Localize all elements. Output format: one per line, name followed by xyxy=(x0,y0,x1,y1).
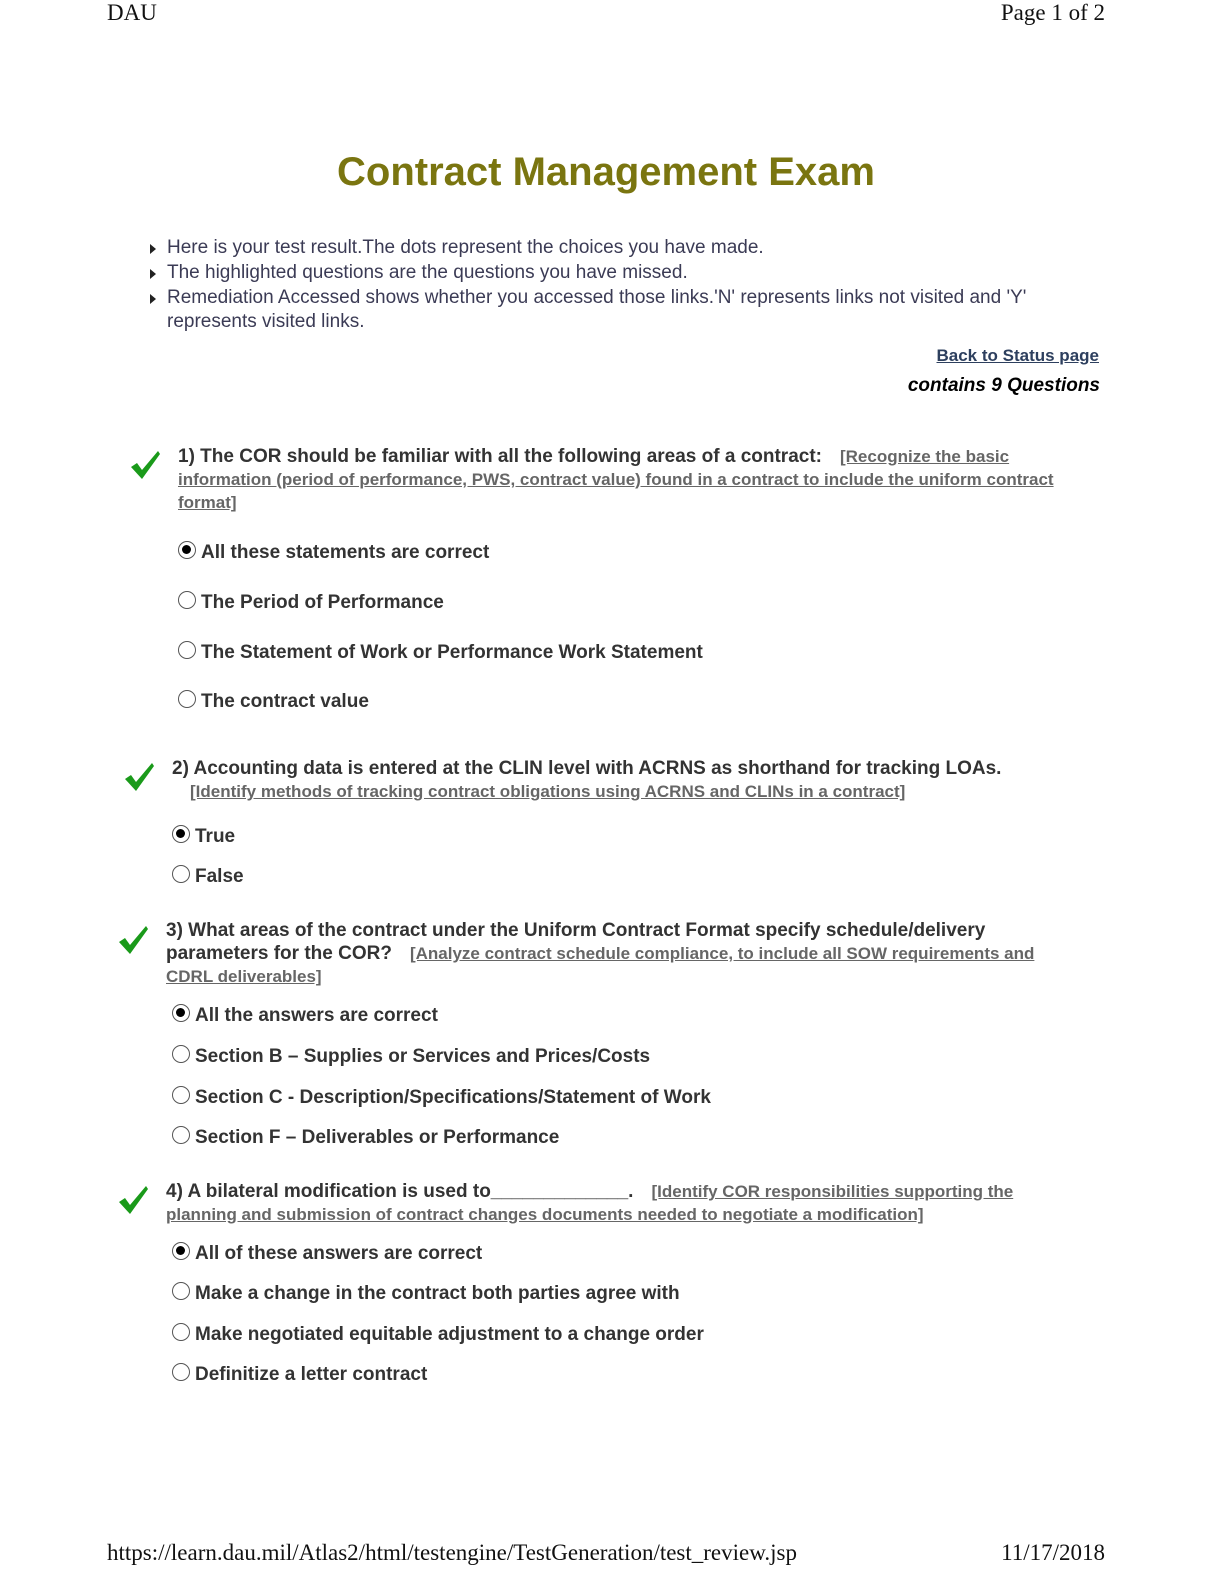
radio-button[interactable] xyxy=(172,1363,190,1381)
radio-button[interactable] xyxy=(172,1045,190,1063)
radio-button[interactable] xyxy=(172,1086,190,1104)
header-site-name: DAU xyxy=(107,0,157,25)
footer-url: https://learn.dau.mil/Atlas2/html/testengine/TestGeneration/test_review.jsp xyxy=(107,1540,797,1565)
radio-button[interactable] xyxy=(178,541,196,559)
correct-checkmark-icon xyxy=(128,448,162,482)
radio-button[interactable] xyxy=(172,1242,190,1260)
answer-label: The contract value xyxy=(201,691,369,712)
instruction-item: Remediation Accessed shows whether you accessed those links.'N' represents links not visited and 'Y' represents visited links. xyxy=(148,286,1078,334)
answer-label: Section C - Description/Specifications/Statement of Work xyxy=(195,1087,711,1108)
instructions-list xyxy=(148,236,1078,335)
answer-label: Section B – Supplies or Services and Prices/Costs xyxy=(195,1046,651,1067)
radio-button[interactable] xyxy=(172,1323,190,1341)
answer-option[interactable] xyxy=(178,592,444,614)
answer-label: Definitize a letter contract xyxy=(195,1364,428,1385)
answer-option[interactable] xyxy=(172,866,244,888)
remediation-link[interactable]: [Recognize the basic information (period of performance, PWS, contract value) found in a contract to include the uniform contract format] xyxy=(178,447,1054,512)
question-text xyxy=(166,919,1086,988)
answer-label: False xyxy=(195,866,244,887)
answer-label: Section F – Deliverables or Performance xyxy=(195,1127,560,1148)
radio-button[interactable] xyxy=(178,641,196,659)
answer-option[interactable] xyxy=(172,1087,711,1109)
answer-option[interactable] xyxy=(178,642,703,664)
radio-button[interactable] xyxy=(172,865,190,883)
question-prompt: 3) What areas of the contract under the Uniform Contract Format specify schedule/delivery parameters for the COR? xyxy=(166,920,986,964)
back-to-status-link[interactable]: Back to Status page xyxy=(936,346,1099,365)
radio-button[interactable] xyxy=(178,591,196,609)
radio-button[interactable] xyxy=(178,690,196,708)
radio-button[interactable] xyxy=(172,825,190,843)
question-text xyxy=(178,445,1058,514)
radio-button[interactable] xyxy=(172,1126,190,1144)
answer-option[interactable] xyxy=(172,1243,482,1265)
answer-option[interactable] xyxy=(172,1283,680,1305)
correct-checkmark-icon xyxy=(116,923,150,957)
header-page-number: Page 1 of 2 xyxy=(1000,0,1105,25)
answer-label: All these statements are correct xyxy=(201,542,490,563)
answer-option[interactable] xyxy=(172,1005,438,1027)
footer-date: 11/17/2018 xyxy=(1001,1540,1105,1565)
answer-label: True xyxy=(195,826,236,847)
answer-option[interactable] xyxy=(178,691,369,713)
answer-label: Make negotiated equitable adjustment to a change order xyxy=(195,1324,704,1345)
answer-option[interactable] xyxy=(172,1046,650,1068)
radio-button[interactable] xyxy=(172,1282,190,1300)
page-title: Contract Management Exam xyxy=(337,150,875,194)
correct-checkmark-icon xyxy=(116,1183,150,1217)
question-prompt: 4) A bilateral modification is used to_____________. xyxy=(166,1181,634,1202)
question-count: contains 9 Questions xyxy=(907,375,1100,396)
instruction-item: The highlighted questions are the questions you have missed. xyxy=(148,261,1078,285)
answer-label: All of these answers are correct xyxy=(195,1243,483,1264)
answer-label: The Period of Performance xyxy=(201,592,444,613)
answer-option[interactable] xyxy=(172,1127,559,1149)
answer-label: Make a change in the contract both parties agree with xyxy=(195,1283,680,1304)
answer-label: The Statement of Work or Performance Work Statement xyxy=(201,642,703,663)
remediation-link[interactable]: [Identify COR responsibilities supporting the planning and submission of contract changes documents needed to negotiate a modification] xyxy=(166,1182,1014,1224)
correct-checkmark-icon xyxy=(122,760,156,794)
question-prompt: 2) Accounting data is entered at the CLIN level with ACRNS as shorthand for tracking LOAs. xyxy=(172,758,1002,779)
radio-button[interactable] xyxy=(172,1004,190,1022)
answer-option[interactable] xyxy=(178,542,489,564)
answer-option[interactable] xyxy=(172,1364,427,1386)
question-prompt: 1) The COR should be familiar with all the following areas of a contract: xyxy=(178,446,822,467)
remediation-link[interactable]: [Identify methods of tracking contract obligations using ACRNS and CLINs in a contract] xyxy=(190,782,906,801)
answer-label: All the answers are correct xyxy=(195,1005,438,1026)
instruction-item: Here is your test result.The dots represent the choices you have made. xyxy=(148,236,1078,260)
answer-option[interactable] xyxy=(172,826,235,848)
question-text xyxy=(172,757,1072,803)
answer-option[interactable] xyxy=(172,1324,704,1346)
remediation-link[interactable]: [Analyze contract schedule compliance, to include all SOW requirements and CDRL deliverables] xyxy=(166,944,1035,986)
question-text xyxy=(166,1180,1066,1226)
